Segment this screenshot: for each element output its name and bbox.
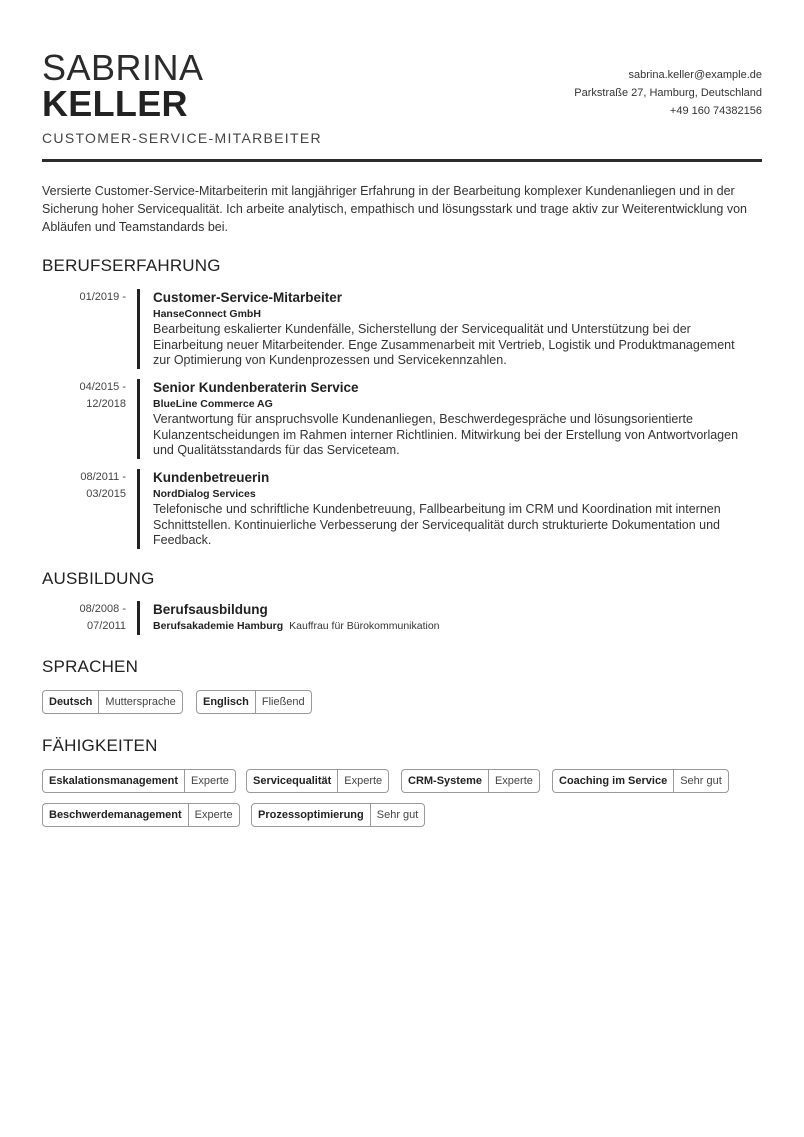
entry-timeline-bar: [137, 289, 140, 369]
profile-summary: Versierte Customer-Service-Mitarbeiterin mit langjähriger Erfahrung in der Bearbeitung komplexer Kundenanliegen und in der Sicherung hoher Servicequalität. Ich arbeite analytisch, empathisch und lösungsstark und trage aktiv zur Weiterentwicklung von Abläufen und Teamstandards bei.: [42, 184, 748, 234]
education-degree: Kauffrau für Bürokommunikation: [289, 620, 440, 632]
contact-email[interactable]: sabrina.keller@example.de: [628, 69, 762, 81]
entry-date-end: 03/2015: [86, 488, 126, 500]
entry-body: [153, 379, 753, 459]
section-title-languages: SPRACHEN: [42, 657, 139, 676]
language-level: Fließend: [261, 696, 305, 708]
entry-title: Kundenbetreuerin: [153, 470, 270, 485]
skill-name: Eskalationsmanagement: [43, 770, 185, 792]
entry-date: [42, 289, 126, 306]
entry-date-start: 08/2011 -: [80, 471, 126, 483]
entry-date-end: 07/2011: [87, 620, 126, 632]
entry-date-start: 01/2019 -: [79, 291, 126, 303]
skill-name: Coaching im Service: [553, 770, 674, 792]
resume-header: [42, 0, 762, 162]
language-name: Englisch: [197, 691, 256, 713]
entry-description: Verantwortung für anspruchsvolle Kundenanliegen, Beschwerdegespräche und lösungsorientierte Kulanzentscheidungen im Rahmen interner Richtlinien. Mitwirkung bei der Erstellung von Antwortvorlagen und Qualitätsstandards für das Serviceteam.: [153, 412, 739, 457]
skill-chip: [42, 769, 236, 793]
entry-organization: HanseConnect GmbH: [153, 308, 261, 320]
language-name: Deutsch: [43, 691, 99, 713]
entry-organization: BlueLine Commerce AG: [153, 398, 273, 410]
entry-description: Telefonische und schriftliche Kundenbetreuung, Fallbearbeitung im CRM und Koordination mit internen Schnittstellen. Kontinuierliche Verbesserung der Servicequalität durch strukturierte Dokumentation und Feedback.: [153, 502, 721, 547]
skill-chip: [401, 769, 540, 793]
experience-entry: [42, 469, 762, 549]
entry-date: [42, 601, 126, 635]
language-chip: [42, 690, 183, 714]
contact-phone[interactable]: +49 160 74382156: [669, 105, 762, 117]
skill-level: Sehr gut: [376, 809, 419, 821]
entry-title: Customer-Service-Mitarbeiter: [153, 290, 343, 305]
skill-level: Experte: [494, 775, 533, 787]
skill-level: Experte: [344, 775, 383, 787]
entry-timeline-bar: [137, 601, 140, 635]
skill-name: Beschwerdemanagement: [43, 804, 189, 826]
entry-title: Senior Kundenberaterin Service: [153, 380, 359, 395]
header-divider: [42, 159, 762, 162]
skill-chip: [251, 803, 425, 827]
skill-chip: [552, 769, 729, 793]
entry-timeline-bar: [137, 469, 140, 549]
entry-date: [42, 379, 126, 413]
resume-page: [42, 0, 762, 821]
language-level: Muttersprache: [105, 696, 176, 708]
entry-body: [153, 289, 753, 369]
entry-title: Berufsausbildung: [153, 602, 268, 617]
job-title: CUSTOMER-SERVICE-MITARBEITER: [42, 130, 322, 146]
entry-timeline-bar: [137, 379, 140, 459]
skill-name: Prozessoptimierung: [252, 804, 371, 826]
entry-description: Bearbeitung eskalierter Kundenfälle, Sicherstellung der Servicequalität und Unterstützung bei der Einarbeitung neuer Mitarbeitender. Enge Zusammenarbeit mit Vertrieb, Logistik und Produktmanagement zur Optimierung von Kundenprozessen und Servicekennzahlen.: [153, 322, 735, 367]
first-name: SABRINA: [42, 47, 204, 88]
skill-name: CRM-Systeme: [402, 770, 489, 792]
education-institution: Berufsakademie Hamburg: [153, 620, 284, 632]
contact-address: Parkstraße 27, Hamburg, Deutschland: [574, 87, 762, 99]
education-details: [153, 619, 753, 634]
skill-level: Experte: [194, 809, 233, 821]
entry-date: [42, 469, 126, 503]
education-entry: [42, 601, 762, 635]
skill-chip: [42, 803, 240, 827]
last-name: KELLER: [42, 83, 188, 124]
entry-date-start: 08/2008 -: [79, 603, 126, 615]
entry-date-end: 12/2018: [86, 398, 126, 410]
entry-body: [153, 601, 753, 634]
entry-date-start: 04/2015 -: [79, 381, 126, 393]
skill-level: Experte: [191, 775, 229, 787]
skill-chip: [246, 769, 389, 793]
experience-entry: [42, 379, 762, 459]
skill-name: Servicequalität: [247, 770, 338, 792]
section-title-skills: FÄHIGKEITEN: [42, 736, 158, 755]
experience-entry: [42, 289, 762, 369]
contact-block: [574, 66, 762, 120]
entry-body: [153, 469, 753, 549]
language-chip: [196, 690, 312, 714]
skill-level: Sehr gut: [680, 775, 722, 787]
section-title-education: AUSBILDUNG: [42, 569, 155, 588]
entry-organization: NordDialog Services: [153, 488, 256, 500]
section-title-experience: BERUFSERFAHRUNG: [42, 256, 221, 275]
